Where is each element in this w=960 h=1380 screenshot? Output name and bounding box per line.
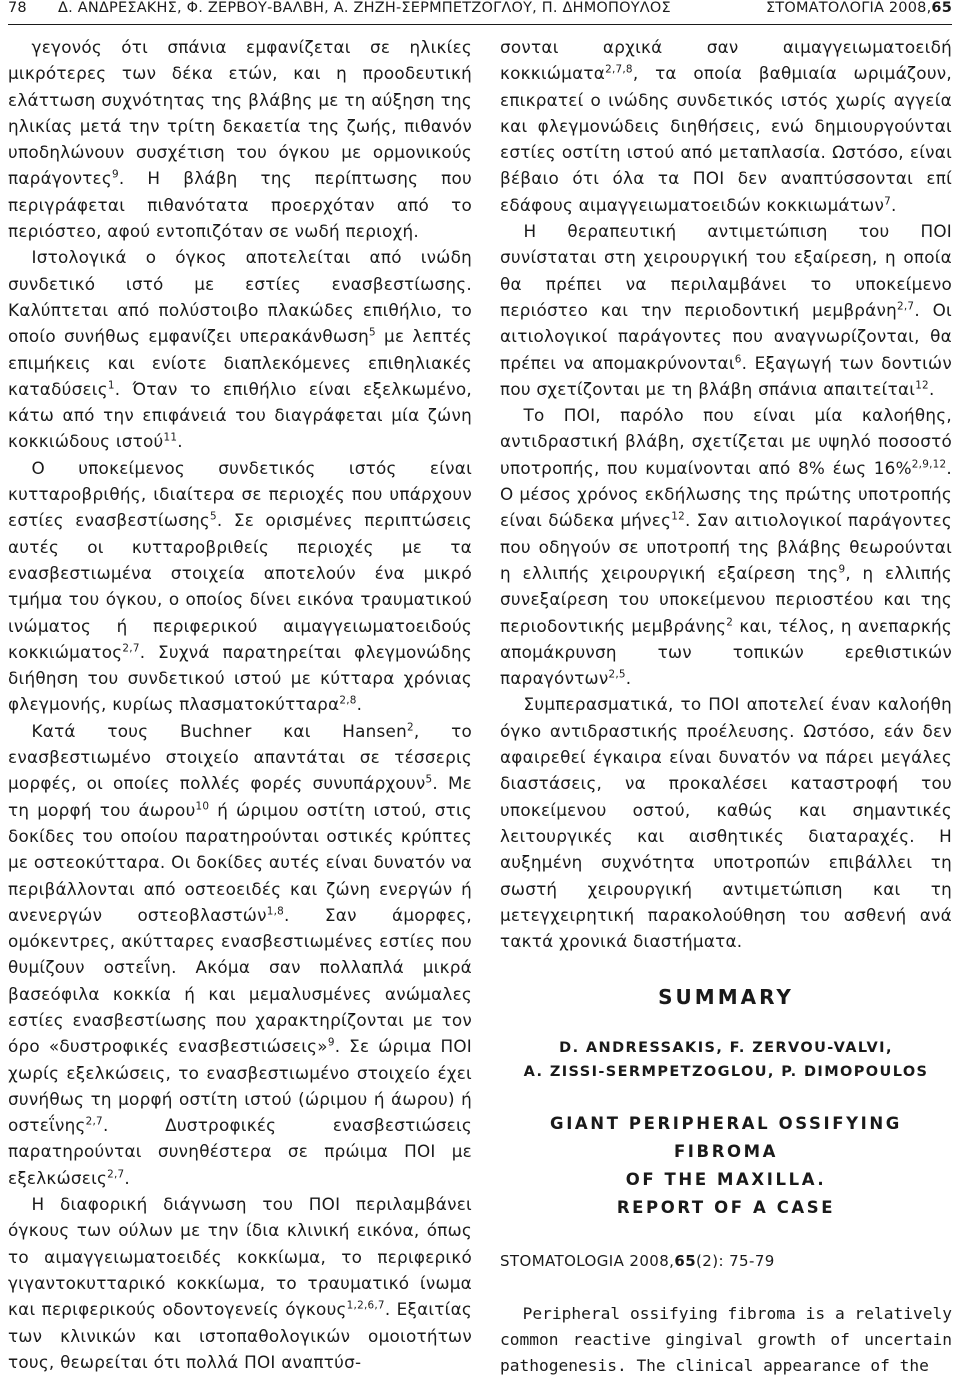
body-paragraph: Ο υποκείμενος συνδετικός ιστός είναι κυτταροβριθής, ιδιαίτερα σε περιοχές που υπάρχουν εστίες ενασβεστίωσης$^5$. Σε ορισμένες περιπτώσεις αυτές οι κυτταροβριθείς περιοχές με τα ενασβεστιωμένα στοιχεία αποτελούν ένα μικρό τμήμα του όγκου, ο οποίος δίνει εικόνα τραυματικού ινώματος ή περιφερικού αιμαγγειωματοειδούς κοκκιώματος$^{2,7}$. Συχνά παρατηρείται φλεγμονώδης διήθηση του συνδετικού ιστού με κύτταρα χρόνιας φλεγμονής, κυρίως πλασματοκύτταρα$^{2,8}$. — [8, 457, 472, 715]
citation-ref: 11 — [163, 431, 178, 444]
header-rule — [8, 24, 952, 25]
left-column — [8, 34, 473, 1372]
header-volume: 65 — [931, 0, 952, 16]
page-number: 78 — [8, 0, 27, 16]
citation-ref: 2,7 — [122, 642, 140, 655]
body-paragraph: γεγονός ότι σπάνια εμφανίζεται σε ηλικίες μικρότερες των δέκα ετών, και η προοδευτική ελάττωση συχνότητας της βλάβης με τη αύξηση της ηλικίας μετά την τρίτη δεκαετία της ζωής, πιθανόν υποδηλώνουν συσχέτιση του όγκου με ορμονικούς παράγοντες$^9$. Η βλάβη της περίπτωσης που περιγράφεται πιθανότατα προερχόταν από το περιόστεο, αφού εντοπιζόταν σε νωδή περιοχή. — [8, 37, 472, 242]
right-column-body — [500, 34, 952, 954]
header-journal-name: ΣΤΟΜΑΤΟΛΟΓΙΑ 2008, — [765, 0, 932, 16]
citation-ref: 6 — [734, 352, 742, 365]
abstract-paragraph: Peripheral ossifying fibroma is a relatively common reactive gingival growth of uncertain pathogenesis. The clinical appearance of the — [500, 1303, 952, 1376]
citation-ref: 2,7,8 — [605, 63, 633, 76]
citation-ref: 12 — [915, 379, 929, 392]
header-authors: Δ. ΑΝΔΡΕΣΑΚΗΣ, Φ. ΖΕΡΒΟΥ-ΒΑΛΒΗ, Α. ΖΗΖΗ-ΣΕΡΜΠΕΤΖΟΓΛΟΥ, Π. ΔΗΜΟΠΟΥΛΟΣ — [58, 0, 671, 16]
citation-journal: STOMATOLOGIA 2008, — [500, 1252, 675, 1271]
summary-citation — [500, 1248, 952, 1274]
summary-authors-line: A. ZISSI-SERMPETZOGLOU, P. DIMOPOULOS — [523, 1064, 929, 1081]
citation-ref: 5 — [425, 773, 433, 786]
summary-abstract — [500, 1301, 952, 1380]
body-paragraph: Η διαφορική διάγνωση του ΠΟΙ περιλαμβάνει όγκους των ούλων με την ίδια κλινική εικόνα, όπως το αιμαγγειωματοειδές κοκκίωμα, το περιφερικό γιγαντοκυτταρικό κοκκίωμα, το τραυματικό ίνωμα και περιφερικούς οδοντογενείς όγκους$^{1,2,6,7}$. Εξαιτίας των κλινικών και ιστοπαθολογικών ομοιοτήτων τους, θεωρείται ότι πολλά ΠΟΙ αναπτύσ- — [8, 1194, 472, 1372]
citation-ref: 2,5 — [608, 668, 626, 681]
citation-ref: 1,8 — [266, 905, 285, 918]
summary-title-line: OF THE MAXILLA. — [625, 1170, 827, 1190]
citation-ref: 7 — [884, 195, 891, 208]
citation-ref: 9 — [838, 563, 846, 576]
citation-ref: 5 — [369, 326, 376, 339]
summary-authors-line: D. ANDRESSAKIS, F. ZERVOU-VALVI, — [559, 1040, 893, 1057]
body-paragraph: Ιστολογικά ο όγκος αποτελείται από ινώδη συνδετικό ιστό με εστίες ενασβεστίωσης. Καλύπτεται από πολύστοιβο πλακώδες επιθήλιο, το οποίο συνήθως εμφανίζει υπερακάνθωση$^5$ με λεπτές επιμήκεις και ενίοτε διαπλεκόμενες επιθηλιακές καταδύσεις$^1$. Όταν το επιθήλιο είναι εξελκωμένο, κάτω από την επιφάνειά του διαγράφεται μία ζώνη κοκκιώδους ιστού$^{11}$. — [8, 247, 473, 452]
summary-title-line: GIANT PERIPHERAL OSSIFYING FIBROMA — [550, 1114, 902, 1162]
citation-ref: 1 — [107, 379, 115, 392]
citation-ref: 2,7 — [107, 1168, 125, 1181]
summary-article-title — [500, 1110, 952, 1222]
summary-heading: SUMMARY — [658, 985, 794, 1010]
citation-ref: 2 — [407, 721, 414, 734]
summary-title-line: REPORT OF A CASE — [616, 1198, 836, 1218]
citation-ref: 2,8 — [339, 694, 357, 707]
citation-ref: 2 — [726, 615, 734, 628]
running-header — [8, 0, 952, 24]
body-paragraph: Κατά τους Buchner και Hansen$^2$, το ενασβεστιωμένο στοιχείο απαντάται σε τέσσερις μορφές, οι οποίες πολλές φορές συνυπάρχουν$^5$. Με τη μορφή του άωρου$^{10}$ ή ώριμου οστίτη ιστού, στις δοκίδες του οποίου παρατηρούνται οστικές κρύπτες με οστεοκύτταρα. Οι δοκίδες αυτές είναι δυνατόν να περιβάλλονται από οστεοειδές και ζώνη ενεργών ή ανενεργών οστεοβλαστών$^{1,8}$. Σαν άμορφες, ομόκεντρες, ακύτταρες ενασβεστιωμένες εστίες που θυμίζουν οστεΐνη. Ακόμα σαν πολλαπλά μικρά βασεόφιλα κοκκία ή και μεμαλυσμένες ανώμαλες εστίες ενασβεστίωσης που χαρακτηρίζονται με τον όρο «δυστροφικές ενασβεστιώσεις»$^9$. Σε ώριμα ΠΟΙ χωρίς εξελκώσεις, το ενασβεστιωμένο στοιχείο έχει συνήθως τη μορφή οστίτη ιστού (ώριμου ή άωρου) ή οστεΐνης$^{2,7}$. Δυστροφικές ενασβεστιώσεις παρατηρούνται συνηθέστερα σε πρώιμα ΠΟΙ με εξελκώσεις$^{2,7}$. — [8, 720, 473, 1188]
right-column — [500, 34, 952, 1376]
summary-authors — [500, 1036, 952, 1084]
citation-ref: 2,7 — [897, 300, 915, 313]
citation-issue-pages: (2): 75-79 — [696, 1252, 775, 1271]
header-journal — [766, 0, 952, 16]
citation-ref: 12 — [671, 510, 685, 523]
body-paragraph: Συμπερασματικά, το ΠΟΙ αποτελεί έναν καλοήθη όγκο αντιδραστικής προέλευσης. Ωστόσο, εάν δεν αφαιρεθεί έγκαιρα είναι δυνατόν να πάρει μεγάλες διαστάσεις, να προκαλέσει καταστροφή του υποκείμενου οστού, καθώς και σημαντικές λειτουργικές και αισθητικές διαταραχές. Η αυξημένη συχνότητα υποτροπών επιβάλλει τη σωστή χειρουργική αντιμετώπιση και τη μετεγχειρητική παρακολούθηση του ασθενή ανά τακτά χρονικά διαστήματα. — [500, 694, 952, 952]
citation-volume: 65 — [674, 1252, 697, 1271]
citation-ref: 2,7 — [85, 1115, 103, 1128]
citation-ref: 9 — [327, 1036, 335, 1049]
citation-ref: 1,2,6,7 — [346, 1299, 385, 1312]
body-paragraph: Η θεραπευτική αντιμετώπιση του ΠΟΙ συνίσταται στη χειρουργική του εξαίρεση, η οποία θα πρέπει να περιλαμβάνει το υποκείμενο περιόστεο και την περιοδοντική μεμβράνη$^{2,7}$. Οι αιτιολογικοί παράγοντες που αναγνωρίζονται, θα πρέπει να απομακρύνονται$^6$. Εξαγωγή των δοντιών που σχετίζονται με τη βλάβη σπάνια απαιτείται$^{12}$. — [500, 221, 952, 399]
body-paragraph: σονται αρχικά σαν αιμαγγειωματοειδή κοκκιώματα$^{2,7,8}$, τα οποία βαθμιαία ωριμάζουν, επικρατεί ο ινώδης συνδετικός ιστός χωρίς αγγεία και φλεγμονώδεις διηθήσεις, ενώ δημιουργούνται εστίες οστίτη ιστού από μεταπλασία. Ωστόσο, είναι βέβαιο ότι όλα τα ΠΟΙ δεν αναπτύσσονται επί εδάφους αιμαγγειωματοειδών κοκκιωμάτων$^7$. — [500, 37, 952, 215]
citation-ref: 9 — [111, 168, 119, 181]
body-paragraph: Το ΠΟΙ, παρόλο που είναι μία καλοήθης, αντιδραστική βλάβη, σχετίζεται με υψηλό ποσοστό υποτροπής, που κυμαίνονται από 8% έως 16%$^{2,9,12}$. Ο μέσος χρόνος εκδήλωσης της πρώτης υποτροπής είναι δώδεκα μήνες$^{12}$. Σαν αιτιολογικοί παράγοντες που οδηγούν σε υποτροπή της βλάβης θεωρούνται η ελλιπής χειρουργική εξαίρεση της$^9$, η ελλιπής συνεξαίρεση του υποκείμενου περιοστέου και της περιοδοντικής μεμβράνης$^2$ και, τέλος, η ανεπαρκής απομάκρυνση των τοπικών ερεθιστικών παραγόντων$^{2,5}$. — [500, 405, 952, 689]
citation-ref: 5 — [210, 510, 217, 523]
citation-ref: 2,9,12 — [911, 458, 947, 471]
citation-ref: 10 — [195, 800, 210, 813]
